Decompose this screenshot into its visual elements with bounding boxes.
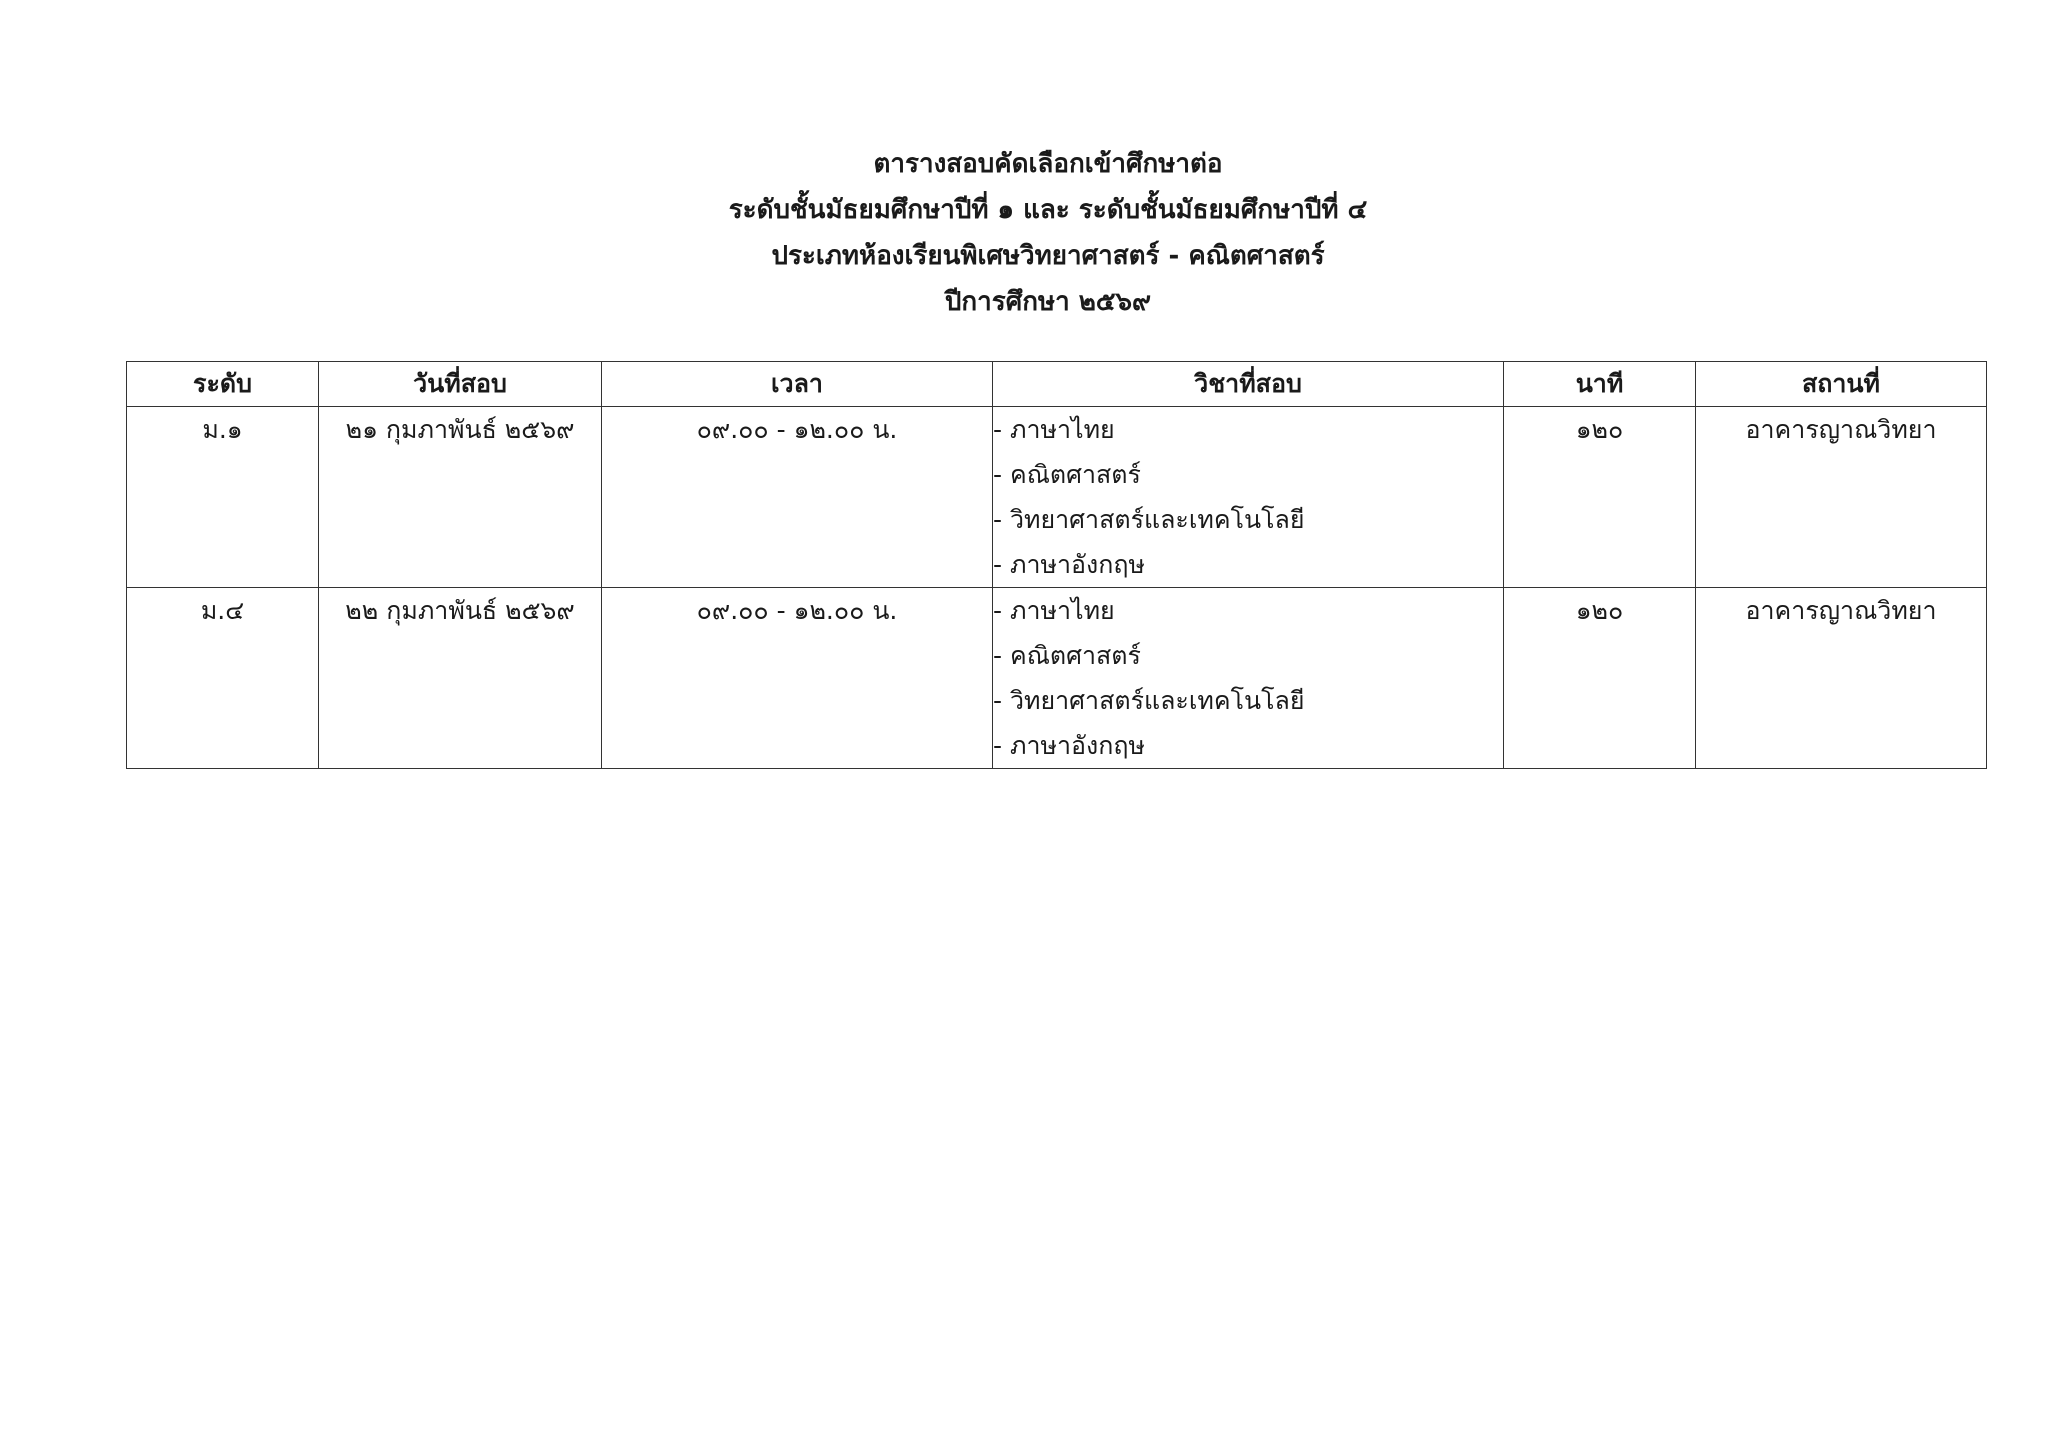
header-minutes: นาที (1504, 362, 1696, 407)
cell-time: ๐๙.๐๐ - ๑๒.๐๐ น. (602, 588, 993, 769)
header-subjects: วิชาที่สอบ (993, 362, 1504, 407)
title-line-3: ประเภทห้องเรียนพิเศษวิทยาศาสตร์ - คณิตศาสตร์ (771, 241, 1325, 271)
table-header-row (127, 362, 1987, 407)
title-line-1: ตารางสอบคัดเลือกเข้าศึกษาต่อ (873, 149, 1223, 179)
cell-venue: อาคารญาณวิทยา (1696, 407, 1987, 588)
table-row (127, 407, 1987, 588)
subject-item: - ภาษาอังกฤษ (993, 731, 1145, 760)
cell-time: ๐๙.๐๐ - ๑๒.๐๐ น. (602, 407, 993, 588)
subject-item: - วิทยาศาสตร์และเทคโนโลยี (993, 505, 1305, 534)
subject-item: - วิทยาศาสตร์และเทคโนโลยี (993, 686, 1305, 715)
table-row (127, 588, 1987, 769)
header-level: ระดับ (127, 362, 319, 407)
exam-schedule-table (126, 361, 1987, 769)
subject-item: - คณิตศาสตร์ (993, 460, 1141, 489)
subject-item: - ภาษาไทย (993, 596, 1115, 625)
header-venue: สถานที่ (1696, 362, 1987, 407)
document-title (0, 141, 2048, 325)
cell-exam-date: ๒๑ กุมภาพันธ์ ๒๕๖๙ (319, 407, 602, 588)
cell-subjects (993, 407, 1504, 588)
cell-level: ม.๔ (127, 588, 319, 769)
title-line-4: ปีการศึกษา ๒๕๖๙ (944, 287, 1152, 317)
cell-subjects (993, 588, 1504, 769)
subject-item: - ภาษาไทย (993, 415, 1115, 444)
cell-level: ม.๑ (127, 407, 319, 588)
subject-item: - คณิตศาสตร์ (993, 641, 1141, 670)
cell-venue: อาคารญาณวิทยา (1696, 588, 1987, 769)
cell-exam-date: ๒๒ กุมภาพันธ์ ๒๕๖๙ (319, 588, 602, 769)
subject-item: - ภาษาอังกฤษ (993, 550, 1145, 579)
header-exam-date: วันที่สอบ (319, 362, 602, 407)
cell-minutes: ๑๒๐ (1504, 588, 1696, 769)
header-time: เวลา (602, 362, 993, 407)
cell-minutes: ๑๒๐ (1504, 407, 1696, 588)
title-line-2: ระดับชั้นมัธยมศึกษาปีที่ ๑ และ ระดับชั้นมัธยมศึกษาปีที่ ๔ (728, 195, 1368, 225)
